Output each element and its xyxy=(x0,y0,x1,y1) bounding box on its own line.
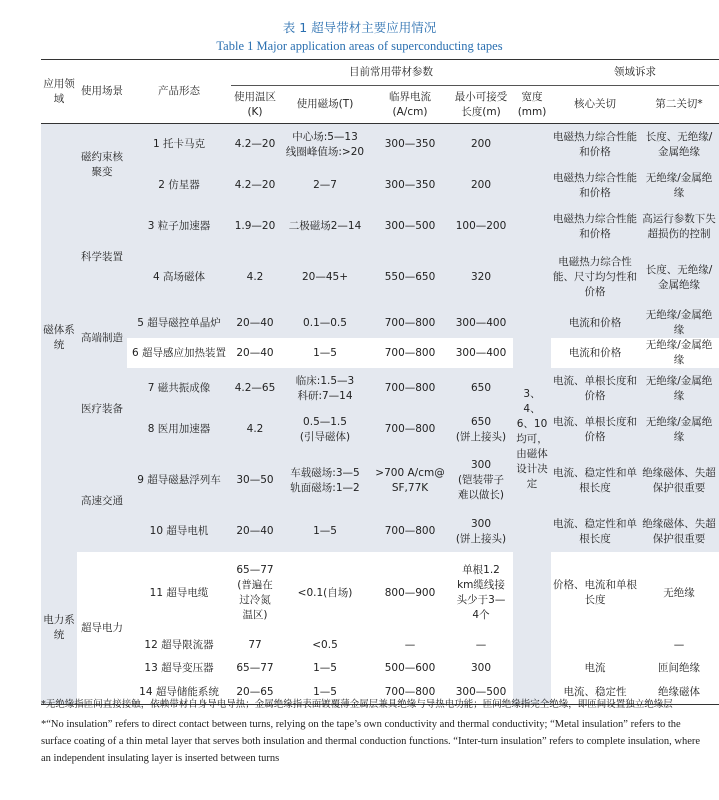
current-cell: 800—900 xyxy=(384,586,436,599)
product-cell: 8 医用加速器 xyxy=(127,409,231,450)
product-cell: 6 超导感应加热装置 xyxy=(131,346,227,359)
table-body xyxy=(41,124,719,705)
header-demand-group: 领域诉求 xyxy=(551,60,719,86)
temp-cell: 4.2—20 xyxy=(231,124,279,166)
length-cell: 单根1.2 km缆线接 头少于3— 4个 xyxy=(456,564,506,621)
current-cell: >700 A/cm@ SF,77K xyxy=(371,450,449,511)
current-cell: — xyxy=(404,639,416,651)
field-cell: 车载磁场:3—5 轨面磁场:1—2 xyxy=(279,450,371,511)
product-cell: 1 托卡马克 xyxy=(127,124,231,166)
length-cell: — xyxy=(475,639,487,651)
temp-cell: 30—50 xyxy=(231,450,279,511)
length-cell: 300 (饼上接头) xyxy=(449,511,513,552)
core-concern-cell: 电流 xyxy=(584,662,606,674)
table-row xyxy=(41,124,719,166)
header-width: 宽度(mm) xyxy=(517,90,547,118)
second-concern-cell: 绝缘磁体 xyxy=(658,685,701,698)
product-cell: 7 磁共振成像 xyxy=(127,368,231,409)
width-cell-empty xyxy=(513,124,551,369)
table-row xyxy=(41,634,719,657)
scene-cell: 科学装置 xyxy=(77,206,127,308)
product-cell: 9 超导磁悬浮列车 xyxy=(127,450,231,511)
length-cell: 300—500 xyxy=(455,685,507,698)
header-params-group: 目前常用带材参数 xyxy=(231,60,551,86)
length-cell: 320 xyxy=(449,247,513,308)
field-cell: 临床:1.5—3 科研:7—14 xyxy=(279,368,371,409)
current-cell: 700—800 xyxy=(371,308,449,338)
footnotes xyxy=(41,696,703,767)
second-concern-cell: 无绝缘/金属绝缘 xyxy=(639,308,719,338)
current-cell: 700—800 xyxy=(371,368,449,409)
core-concern-cell: 电磁热力综合性能和价格 xyxy=(551,124,639,166)
table-row xyxy=(41,511,719,552)
current-cell: 700—800 xyxy=(384,346,436,359)
header-length: 最小可接受长度(m) xyxy=(454,90,508,118)
product-cell: 14 超导储能系统 xyxy=(139,685,219,698)
length-cell: 300—400 xyxy=(455,346,507,359)
product-cell: 12 超导限流器 xyxy=(144,639,214,651)
footnote-en: *“No insulation” refers to direct contact between turns, relying on the tape’s own conductivity and thermal conductivity; “Metal insulation” refers to the surface coating of a thin metal layer that serves both insulation and thermal conduction functions. “Inter-turn insulation” refers to complete insulation, where an independent insulating layer is inserted between turns xyxy=(41,719,701,764)
field-cell: <0.5 xyxy=(312,639,338,651)
current-cell: 500—600 xyxy=(384,662,436,674)
table-row xyxy=(41,247,719,308)
temp-cell: 1.9—20 xyxy=(231,206,279,247)
temp-cell: 4.2—20 xyxy=(231,165,279,206)
temp-cell: 65—77 xyxy=(236,662,274,674)
second-concern-cell: 绝缘磁体、失超保护很重要 xyxy=(639,450,719,511)
field-cell: 1—5 xyxy=(279,511,371,552)
temp-cell: 4.2—65 xyxy=(231,368,279,409)
temp-cell: 4.2 xyxy=(231,409,279,450)
second-concern-cell: 无绝缘 xyxy=(663,586,695,599)
field-cell: 20—45+ xyxy=(279,247,371,308)
application-table xyxy=(41,59,719,705)
scene-cell: 高速交通 xyxy=(77,450,127,552)
product-cell: 13 超导变压器 xyxy=(144,662,214,674)
field-cell: 0.5—1.5 (引导磁体) xyxy=(279,409,371,450)
temp-cell: 77 xyxy=(248,639,262,651)
scene-cell: 医疗装备 xyxy=(77,368,127,450)
product-cell: 4 高场磁体 xyxy=(127,247,231,308)
temp-cell: 20—65 xyxy=(236,685,274,698)
current-cell: 550—650 xyxy=(371,247,449,308)
second-concern-cell: 无绝缘/金属绝缘 xyxy=(639,165,719,206)
current-cell: 300—350 xyxy=(371,165,449,206)
table-row xyxy=(41,368,719,409)
domain-cell: 磁体系统 xyxy=(41,124,77,553)
header-domain: 应用领域 xyxy=(43,77,75,105)
table-row xyxy=(41,552,719,634)
length-cell: 650 (饼上接头) xyxy=(449,409,513,450)
table-title-en: Table 1 Major application areas of superconducting tapes xyxy=(216,39,503,53)
core-concern-cell: 电流、稳定性 xyxy=(563,685,627,698)
header-temp: 使用温区(K) xyxy=(234,90,276,118)
second-concern-cell: 无绝缘/金属绝缘 xyxy=(639,409,719,450)
header-scene: 使用场景 xyxy=(81,85,123,97)
current-cell: 700—800 xyxy=(371,409,449,450)
length-cell: 300 (铠装带子 难以做长) xyxy=(449,450,513,511)
core-concern-cell: 电流、稳定性和单根长度 xyxy=(551,450,639,511)
second-concern-cell: 无绝缘/金属绝缘 xyxy=(645,339,713,366)
temp-cell: 65—77 (普遍在 过冷氮 温区) xyxy=(236,564,274,621)
field-cell: 1—5 xyxy=(313,662,337,674)
current-cell: 700—800 xyxy=(371,511,449,552)
field-cell: 中心场:5—13 线圈峰值场:>20 xyxy=(279,124,371,166)
product-cell: 5 超导磁控单晶炉 xyxy=(127,308,231,338)
table-row xyxy=(41,165,719,206)
header-field: 使用磁场(T) xyxy=(296,98,354,110)
table-header xyxy=(41,60,719,124)
second-concern-cell: 匝间绝缘 xyxy=(658,662,701,674)
domain-cell: 电力系统 xyxy=(41,552,77,705)
second-concern-cell: — xyxy=(673,639,685,651)
length-cell: 650 xyxy=(449,368,513,409)
second-concern-cell: 绝缘磁体、失超保护很重要 xyxy=(639,511,719,552)
field-cell: <0.1(自场) xyxy=(297,586,353,599)
table-row xyxy=(41,308,719,338)
core-concern-cell: 电磁热力综合性能和价格 xyxy=(551,165,639,206)
second-concern-cell: 无绝缘/金属绝缘 xyxy=(639,368,719,409)
product-cell: 10 超导电机 xyxy=(127,511,231,552)
length-cell: 200 xyxy=(449,165,513,206)
table-row xyxy=(41,409,719,450)
temp-cell: 20—40 xyxy=(236,346,274,359)
table-row xyxy=(41,206,719,247)
header-current: 临界电流(A/cm) xyxy=(389,90,431,118)
current-cell: 300—350 xyxy=(371,124,449,166)
core-concern-cell xyxy=(551,634,639,657)
second-concern-cell: 长度、无绝缘/金属绝缘 xyxy=(639,124,719,166)
second-concern-cell: 长度、无绝缘/金属绝缘 xyxy=(639,247,719,308)
header-second: 第二关切* xyxy=(655,98,703,110)
field-cell: 0.1—0.5 xyxy=(279,308,371,338)
length-cell: 200 xyxy=(449,124,513,166)
core-concern-cell: 电流、单根长度和价格 xyxy=(551,409,639,450)
current-cell: 700—800 xyxy=(384,685,436,698)
temp-cell: 4.2 xyxy=(231,247,279,308)
footnote-cn: *无绝缘指匝间直接接触，依赖带材自身导电导热；金属绝缘指表面镀覆薄金属层兼具绝缘与导热电功能；匝间绝缘指完全绝缘，即匝间设置独立绝缘层 xyxy=(41,699,673,710)
core-concern-cell: 电流、单根长度和价格 xyxy=(551,368,639,409)
core-concern-cell: 电磁热力综合性能、尺寸均匀性和价格 xyxy=(551,247,639,308)
temp-cell: 20—40 xyxy=(231,308,279,338)
scene-cell: 超导电力 xyxy=(77,552,127,705)
field-cell: 二极磁场2—14 xyxy=(279,206,371,247)
scene-cell: 高端制造 xyxy=(77,308,127,368)
field-cell: 2—7 xyxy=(279,165,371,206)
table-row xyxy=(41,338,719,368)
table-title-cn: 表 1 超导带材主要应用情况 xyxy=(282,20,437,35)
second-concern-cell: 高运行参数下失超损伤的控制 xyxy=(639,206,719,247)
header-core: 核心关切 xyxy=(574,98,617,110)
current-cell: 300—500 xyxy=(371,206,449,247)
product-cell: 2 仿星器 xyxy=(127,165,231,206)
core-concern-cell: 电流和价格 xyxy=(551,308,639,338)
product-cell: 3 粒子加速器 xyxy=(127,206,231,247)
temp-cell: 20—40 xyxy=(231,511,279,552)
core-concern-cell: 电流、稳定性和单根长度 xyxy=(551,511,639,552)
core-concern-cell: 电磁热力综合性能和价格 xyxy=(551,206,639,247)
field-cell: 1—5 xyxy=(313,685,337,698)
width-cell: 3、4、6、10均可，由磁体设计决定 xyxy=(513,368,551,511)
scene-cell: 磁约束核聚变 xyxy=(77,124,127,207)
table-row xyxy=(41,450,719,511)
length-cell: 100—200 xyxy=(449,206,513,247)
width-cell-empty xyxy=(513,511,551,705)
length-cell: 300—400 xyxy=(449,308,513,338)
field-cell: 1—5 xyxy=(313,346,337,359)
table-row xyxy=(41,657,719,680)
length-cell: 300 xyxy=(470,662,492,674)
product-cell: 11 超导电缆 xyxy=(149,586,209,599)
core-concern-cell: 电流和价格 xyxy=(568,346,622,359)
header-product: 产品形态 xyxy=(158,85,200,97)
core-concern-cell: 价格、电流和单根长度 xyxy=(553,579,638,606)
